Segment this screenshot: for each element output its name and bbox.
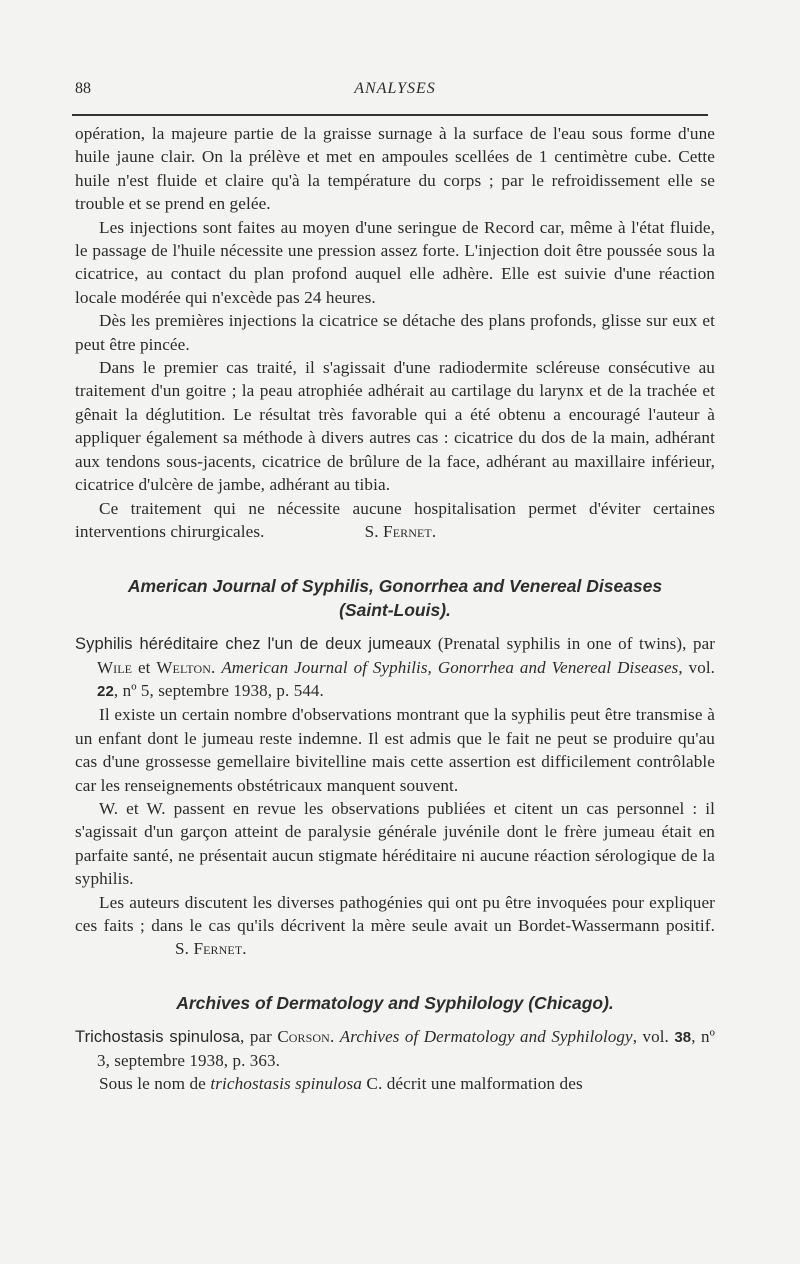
running-title: ANALYSES (354, 80, 436, 97)
paragraph: Dans le premier cas traité, il s'agissait d'une radiodermite scléreuse consécutive au traitement d'un goitre ; la peau atrophiée adhérait au cartilage du larynx et de la trachée et gênait la déglutition. Le résultat très favorable qui a été obtenu a encouragé l'auteur à appliquer également sa méthode à divers autres cas : cicatrice du dos de la main, adhérant aux tendons sous-jacents, cicatrice de brûlure de la face, adhérant au maxillaire inférieur, cicatrice d'ulcère de jambe, adhérant au tibia. (75, 358, 715, 495)
running-header (75, 76, 715, 100)
journal-citation: Archives of Dermatology and Syphilology (339, 1026, 633, 1046)
paragraph: Il existe un certain nombre d'observations montrant que la syphilis peut être transmise à un enfant dont le jumeau reste indemne. Il est admis que le fait ne peut se produire qu'au cas d'une grossesse gemellaire bivitelline mais cette assertion est difficilement contrôlable car les renseignements obstétricaux manquent souvent. (75, 705, 715, 795)
issue-date-page: , nº 3, septembre 1938, p. 363. (97, 1026, 716, 1070)
author-signature: S. Fernet. (364, 521, 437, 541)
punctuation: . (329, 1026, 340, 1046)
article-reference (75, 1025, 715, 1072)
article-title: Trichostasis spinulosa (75, 1027, 241, 1046)
paragraph-text: Sous le nom de (99, 1073, 211, 1093)
volume-number: 22 (97, 683, 114, 701)
original-title: (Prenatal syphilis in one of twins), par (437, 634, 715, 654)
paragraph-text: C. décrit une malformation des (361, 1073, 583, 1093)
section-american-journal (75, 574, 715, 960)
author-name: Corson (277, 1026, 330, 1046)
section-continued-article (75, 122, 715, 543)
paragraph: Dès les premières injections la cicatrice se détache des plans profonds, glisse sur eux et peut être pincée. (75, 311, 715, 354)
volume-prefix: , vol. (678, 658, 715, 678)
journal-citation: American Journal of Syphilis, Gonorrhea and Venereal Diseases (221, 658, 679, 678)
term-italic: trichostasis spinulosa (210, 1073, 362, 1093)
header-rule (72, 114, 708, 116)
document-page (75, 76, 715, 1095)
paragraph-text: Les auteurs discutent les diverses pathogénies qui ont pu être invoquées pour expliquer ces faits ; dans le cas qu'ils décrivent la mère seule avait un Bordet-Wassermann positif. (75, 892, 715, 935)
volume-number: 38 (674, 1028, 692, 1046)
paragraph (75, 1072, 715, 1095)
section-archives-dermatology (75, 991, 715, 1095)
article-title: Syphilis héréditaire chez l'un de deux jumeaux (75, 635, 432, 654)
punctuation: . (211, 658, 222, 678)
author-name: Welton (156, 658, 212, 678)
paragraph-text: Ce traitement qui ne nécessite aucune hospitalisation permet d'éviter certaines interventions chirurgicales. (75, 498, 715, 541)
journal-heading (75, 574, 715, 622)
paragraph: opération, la majeure partie de la graisse surnage à la surface de l'eau sous forme d'une huile jaune clair. On la prélève et met en ampoules scellées de 1 centimètre cube. Cette huile n'est fluide et claire qu'à la température du corps ; par le refroidissement elle se trouble et se prend en gelée. (75, 124, 715, 214)
paragraph: W. et W. passent en revue les observations publiées et citent un cas personnel : il s'agissait d'un garçon atteint de paralysie générale juvénile dont le frère jumeau était en parfaite santé, ne présentait aucun stigmate héréditaire ni aucune réaction sérologique de la syphilis. (75, 798, 715, 889)
by-text: , par (240, 1026, 278, 1046)
journal-heading-line2: (Saint-Louis). (339, 600, 451, 621)
paragraph-with-signature (75, 891, 715, 961)
journal-heading: Archives of Dermatology and Syphilology (Chicago). (176, 992, 614, 1013)
journal-heading-line1: American Journal of Syphilis, Gonorrhea and Venereal Diseases (127, 576, 663, 597)
paragraph-with-signature (75, 497, 715, 544)
page-number: 88 (75, 80, 91, 97)
paragraph: Les injections sont faites au moyen d'une seringue de Record car, même à l'état fluide, le passage de l'huile nécessite une pression assez forte. L'injection doit être poussée sous la cicatrice, au contact du plan profond auquel elle adhère. Elle est suivie d'une réaction locale modérée qui n'excède pas 24 heures. (75, 217, 715, 307)
article-reference (75, 632, 715, 703)
author-name: Wile (97, 658, 133, 678)
author-separator: et (132, 658, 157, 678)
author-signature: S. Fernet. (175, 939, 247, 959)
issue-date-page: , nº 5, septembre 1938, p. 544. (113, 681, 324, 701)
volume-prefix: , vol. (632, 1026, 675, 1046)
